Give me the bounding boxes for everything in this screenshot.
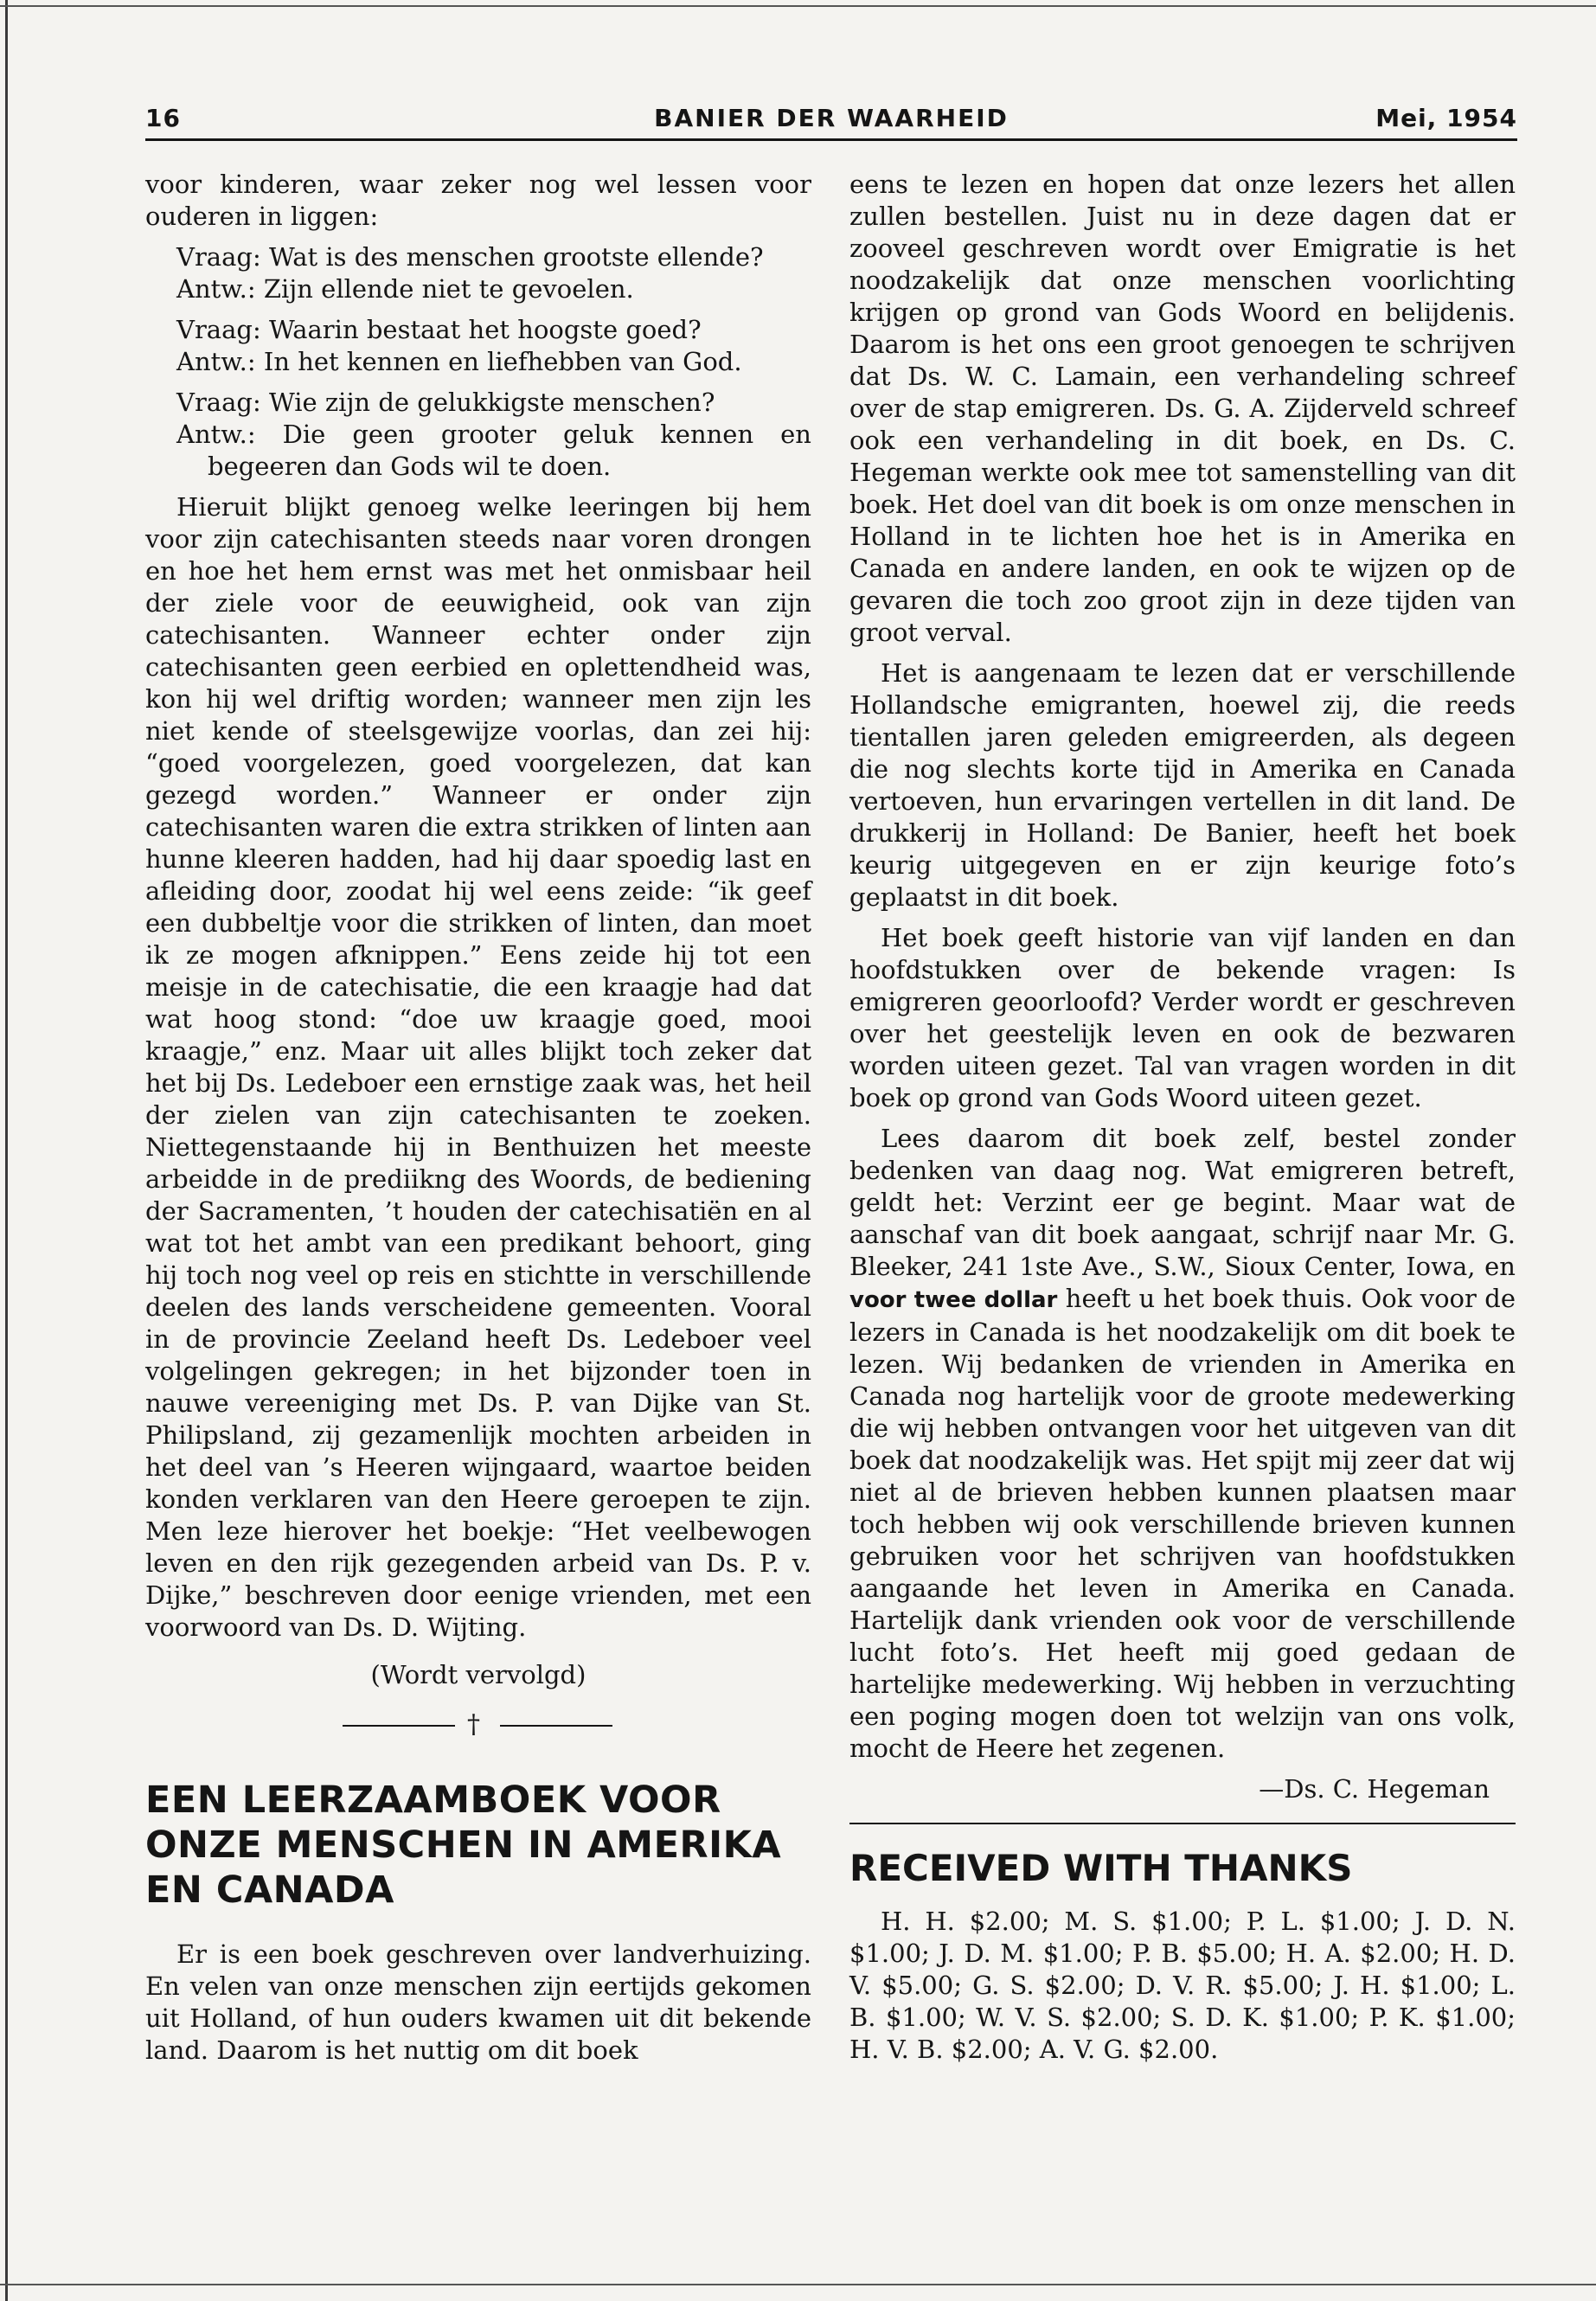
article-paragraph: Het is aangenaam te lezen dat er verschillende Hollandsche emigranten, hoewel zij, die reeds tientallen jaren geleden emigreerden, als degeen die nog slechts korte tijd in Amerika en Canada vertoeven, hun ervaringen vertellen in dit land. De drukkerij in Holland: De Banier, heeft het boek keurig uitgegeven en er zijn keurige foto’s geplaatst in dit boek.	[849, 658, 1516, 912]
page-header	[145, 97, 1517, 140]
article-text: heeft u het boek thuis. Ook voor de lezers in Canada is het noodzakelijk om dit boek te lezen. Wij bedanken de vrienden in Amerika en Canada nog hartelijk voor de groote medewerking die wij hebben ontvangen voor het uitgeven van dit boek dat noodzakelijk was. Het spijt mij zeer dat wij niet al de brieven hebben kunnen plaatsen maar toch hebben wij ook verschillende brieven kunnen gebruiken voor het schrijven van hoofdstukken aangaande het leven in Amerika en Canada. Hartelijk dank vrienden ook voor de verschillende lucht foto’s. Het heeft mij goed gedaan de hartelijke medewerking. Wij hebben in verzuchting een poging mogen doen tot welzijn van ons volk, mocht de Heere het zegenen.	[849, 1284, 1516, 1763]
article-paragraph: Er is een boek geschreven over landverhuizing. En velen van onze menschen zijn eertijds gekomen uit Holland, of hun ouders kwamen uit dit bekende land. Daarom is het nuttig om dit boek	[145, 1939, 811, 2065]
scan-edge-bottom	[0, 2284, 1596, 2285]
body-paragraph: Hieruit blijkt genoeg welke leeringen bij hem voor zijn catechisanten steeds naar voren drongen en hoe het hem ernst was met het onmisbaar heil der ziele voor de eeuwigheid, ook van zijn catechisanten. Wanneer echter onder zijn catechisanten geen eerbied en oplettendheid was, kon hij wel driftig worden; wanneer men zijn les niet kende of steelsgewijze voorlas, dan zei hij: “goed voorgelezen, goed voorgelezen, dat kan gezegd worden.” Wanneer er onder zijn catechisanten waren die extra strikken of linten aan hunne kleeren hadden, had hij daar spoedig last en afleiding door, zoodat hij wel eens zeide: “ik geef een dubbeltje voor die strikken of linten, dan moet ik ze mogen afknippen.” Eens zeide hij tot een meisje in de catechisatie, die een kraagje had dat wat hoog stond: “doe uw kraagje goed, mooi kraagje,” enz. Maar uit alles blijkt toch zeker dat het bij Ds. Ledeboer een ernstige zaak was, het heil der zielen van zijn catechisanten te zoeken. Niettegenstaande hij in Benthuizen het meeste arbeidde in de prediikng des Woords, de bediening der Sacramenten, ’t houden der catechisatiën en al wat tot het ambt van een predikant behoort, ging hij toch nog veel op reis en stichtte in verschillende deelen des lands verscheidene gemeenten. Vooral in de provincie Zeeland heeft Ds. Ledeboer veel volgelingen gekregen; in het bijzonder toen in nauwe vereeniging met Ds. P. van Dijke van St. Philipsland, zij gezamenlijk mochten arbeiden in het deel van ’s Heeren wijngaard, waartoe beiden konden verklaren van den Heere geroepen te zijn. Men leze hierover het boekje: “Het veelbewogen leven en den rijk gezegenden arbeid van Ds. P. v. Dijke,” beschreven door eenige vrienden, met een voorwoord van Ds. D. Wijting.	[145, 492, 811, 1642]
publication-title: BANIER DER WAARHEID	[654, 104, 1009, 132]
answer: Antw.: In het kennen en liefhebben van God.	[176, 347, 742, 376]
header-rule	[145, 138, 1517, 141]
divider-line-right	[500, 1725, 612, 1727]
scan-edge-left	[5, 0, 8, 2301]
article-paragraph: Het boek geeft historie van vijf landen en dan hoofdstukken over de bekende vragen: Is emigreren geoorloofd? Verder wordt er geschreven over het geestelijk leven en ook de bezwaren worden uiteen gezet. Tal van vragen worden in dit boek op grond van Gods Woord uiteen gezet.	[849, 923, 1516, 1112]
question: Vraag: Wat is des menschen grootste ellende?	[176, 242, 764, 272]
right-column	[849, 169, 1516, 2074]
question: Vraag: Wie zijn de gelukkigste menschen?	[176, 388, 715, 417]
author-signature: —Ds. C. Hegeman	[1259, 1774, 1490, 1804]
article-text: Lees daarom dit boek zelf, bestel zonder bedenken van daag nog. Wat emigreren betreft, geldt het: Verzint eer ge begint. Maar wat de aanschaf van dit boek aangaat, schrijf naar Mr. G. Bleeker, 241 1ste Ave., S.W., Sioux Center, Iowa, en	[849, 1124, 1516, 1281]
qa-block-2	[145, 314, 811, 378]
section-divider	[145, 1709, 811, 1740]
article-paragraph: eens te lezen en hopen dat onze lezers het allen zullen bestellen. Juist nu in deze dagen dat er zooveel geschreven wordt over Emigratie is het noodzakelijk dat onze menschen voorlichting krijgen op grond van Gods Woord en belijdenis. Daarom is het ons een groot genoegen te schrijven dat Ds. W. C. Lamain, een verhandeling schreef over de stap emigreren. Ds. G. A. Zijderveld schreef ook een verhandeling in dit boek, en Ds. C. Hegeman werkte ook mee tot samenstelling van dit boek. Het doel van dit boek is om onze menschen in Holland in te lichten hoe het is in Amerika en Canada en andere landen, en ook te wijzen op de gevaren die toch zoo groot zijn in deze tijden van groot verval.	[849, 170, 1516, 647]
received-heading: RECEIVED WITH THANKS	[849, 1847, 1353, 1889]
left-column	[145, 169, 811, 2075]
divider-line-left	[343, 1725, 455, 1727]
intro-text: voor kinderen, waar zeker nog wel lessen voor ouderen in liggen:	[145, 170, 811, 231]
section-rule	[849, 1823, 1516, 1824]
continued-note: (Wordt vervolgd)	[370, 1660, 586, 1689]
page-number: 16	[145, 104, 181, 132]
issue-date: Mei, 1954	[1375, 104, 1517, 132]
qa-block-1	[145, 241, 811, 305]
answer: Antw.: Die geen grooter geluk kennen en begeeren dan Gods wil te doen.	[176, 420, 811, 481]
scan-edge-top	[0, 5, 1596, 7]
price-emphasis: voor twee dollar	[849, 1287, 1058, 1313]
qa-block-3	[145, 387, 811, 483]
donation-list: H. H. $2.00; M. S. $1.00; P. L. $1.00; J. D. N. $1.00; J. D. M. $1.00; P. B. $5.00; H. A. $2.00; H. D. V. $5.00; G. S. $2.00; D. V. R. $5.00; J. H. $1.00; L. B. $1.00; W. V. S. $2.00; S. D. K. $1.00; P. K. $1.00; H. V. B. $2.00; A. V. G. $2.00.	[849, 1907, 1516, 2064]
question: Vraag: Waarin bestaat het hoogste goed?	[176, 315, 702, 344]
article-headline: EEN LEERZAAMBOEK VOOR ONZE MENSCHEN IN AMERIKA EN CANADA	[145, 1779, 782, 1912]
answer: Antw.: Zijn ellende niet te gevoelen.	[176, 274, 634, 304]
article-paragraph	[849, 1123, 1516, 1765]
cross-icon: †	[467, 1709, 480, 1740]
